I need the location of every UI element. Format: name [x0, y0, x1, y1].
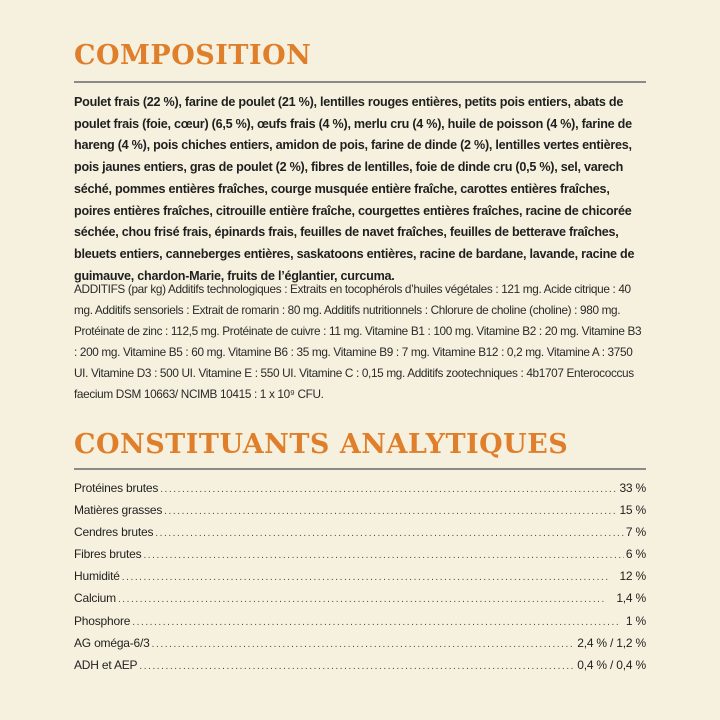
constituent-value: 15 % — [619, 503, 646, 518]
analytical-row — [74, 481, 646, 503]
composition-divider — [74, 81, 646, 83]
dot-leader — [132, 617, 624, 628]
constituent-name: ADH et AEP — [74, 657, 138, 672]
analytical-row — [74, 525, 646, 547]
constituent-value: 2,4 % / 1,2 % — [577, 635, 646, 650]
constituent-name: Humidité — [74, 569, 120, 584]
analytical-row — [74, 591, 646, 613]
additives-text: ADDITIFS (par kg) Additifs technologiques : Extraits en tocophérols d’huiles végétales : 121 mg. Acide citrique : 40 mg. Additifs sensoriels : Extrait de romarin : 80 mg. Additifs nutritionnels : Chlorure de choline (choline) : 980 mg. Protéinate de zinc : 112,5 mg. Protéinate de cuivre : 11 mg. Vitamine B1 : 100 mg. Vitamine B2 : 20 mg. Vitamine B3 : 200 mg. Vitamine B5 : 60 mg. Vitamine B6 : 35 mg. Vitamine B9 : 7 mg. Vitamine B12 : 0,2 mg. Vitamine A : 3750 UI. Vitamine D3 : 500 UI. Vitamine E : 550 UI. Vitamine C : 0,15 mg. Additifs zootechniques : 4b1707 Enterococcus faecium DSM 10663/ NCIMB 10415 : 1 x 10⁹ CFU. — [74, 282, 642, 401]
constituent-name: Protéines brutes — [74, 481, 159, 495]
constituent-name: Matières grasses — [74, 503, 163, 518]
dot-leader — [139, 661, 575, 672]
dot-leader — [155, 528, 624, 539]
analytical-row — [74, 569, 646, 591]
constituent-name: AG oméga-6/3 — [74, 635, 150, 650]
dot-leader — [152, 639, 576, 650]
constituent-value: 1 % — [625, 613, 646, 628]
analytical-constituents-heading: CONSTITUANTS ANALYTIQUES — [74, 429, 569, 460]
dot-leader — [164, 506, 617, 517]
constituent-value: 6 % — [625, 547, 646, 562]
composition-heading: COMPOSITION — [74, 40, 312, 71]
ingredients-text: Poulet frais (22 %), farine de poulet (21 %), lentilles rouges entières, petits pois entiers, abats de poulet frais (foie, cœur) (6,5 %), œufs frais (4 %), merlu cru (4 %), huile de poisson (4 %), farine de hareng (4 %), pois chiches entiers, amidon de pois, farine de dinde (2 %), lentilles vertes entières, pois jaunes entiers, gras de poulet (2 %), fibres de lentilles, foie de dinde cru (0,5 %), sel, varech séché, pommes entières fraîches, courge musquée entière fraîche, carottes entières fraîches, poires entières fraîches, citrouille entière fraîche, courgettes entières fraîches, racine de chicorée séchée, chou frisé frais, épinards frais, feuilles de navet fraîches, feuilles de betterave fraîches, bleuets entiers, canneberges entières, saskatoons entières, racine de bardane, lavande, racine de guimauve, chardon-Marie, fruits de l’églantier, curcuma. — [74, 95, 635, 283]
analytical-table — [74, 481, 646, 680]
constituent-value: 7 % — [625, 525, 646, 540]
constituent-name: Calcium — [74, 591, 116, 606]
dot-leader — [118, 594, 614, 605]
analytical-row — [74, 636, 646, 658]
constituent-name: Cendres brutes — [74, 525, 154, 540]
analytical-row — [74, 547, 646, 569]
constituent-name: Fibres brutes — [74, 547, 142, 562]
constituent-value: 33 % — [619, 481, 646, 495]
constituent-value: 12 % — [619, 569, 646, 584]
analytical-row — [74, 658, 646, 680]
constituent-name: Phosphore — [74, 613, 131, 628]
dot-leader — [143, 550, 623, 561]
constituent-value: 1,4 % — [616, 591, 646, 606]
constituent-value: 0,4 % / 0,4 % — [577, 657, 646, 672]
analytical-row — [74, 614, 646, 636]
dot-leader — [160, 484, 617, 495]
analytical-row — [74, 503, 646, 525]
dot-leader — [122, 572, 618, 583]
analytical-divider — [74, 468, 646, 470]
